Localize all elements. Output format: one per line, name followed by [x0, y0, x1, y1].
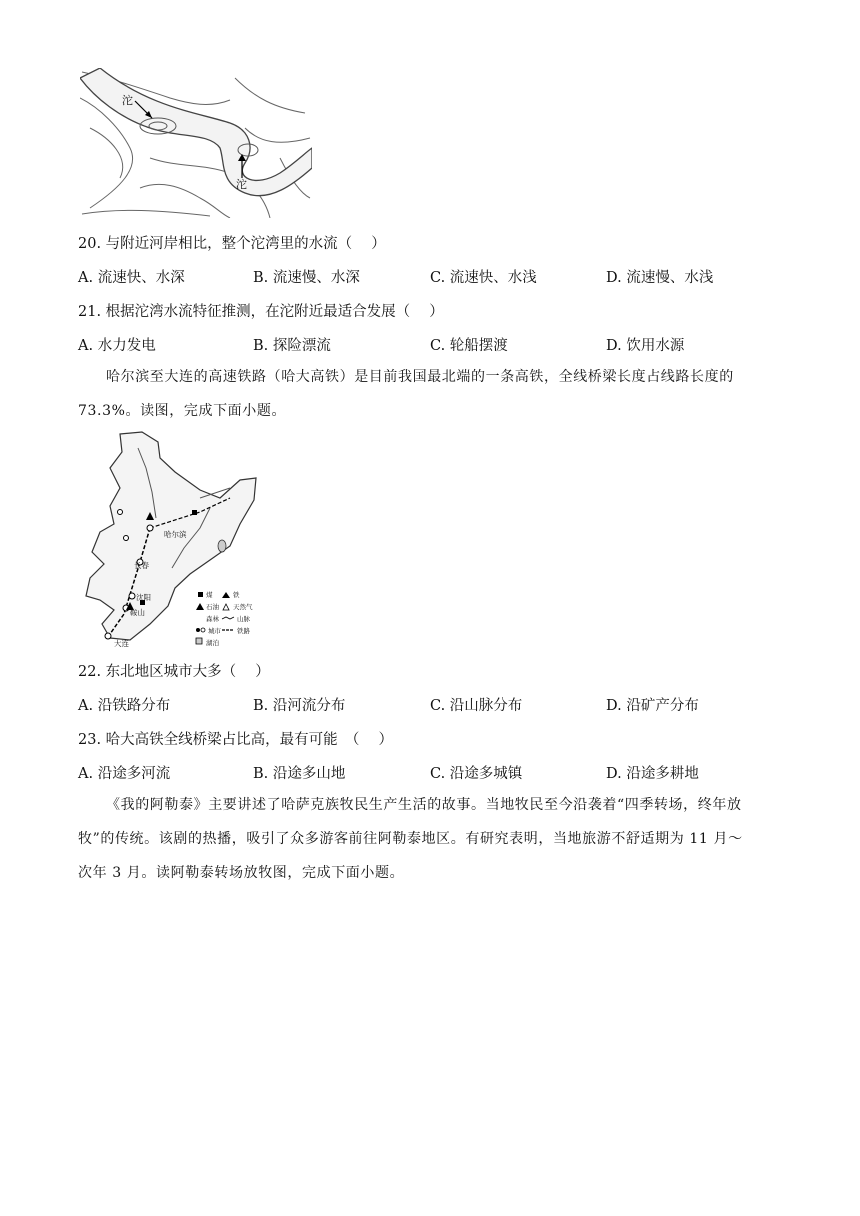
passage-2-line-3: 次年 3 月。读阿勒泰转场放牧图，完成下面小题。 — [78, 865, 405, 881]
legend-iron: 铁 — [233, 591, 240, 599]
city-label-anshan: 鞍山 — [130, 608, 145, 617]
legend-railway: 铁路 — [237, 627, 250, 635]
question-20-option-d[interactable]: D. 流速慢、水浅 — [606, 270, 714, 286]
question-23-option-a[interactable]: A. 沿途多河流 — [78, 766, 171, 782]
city-label-dalian: 大连 — [114, 639, 129, 648]
passage-1-line-1: 哈尔滨至大连的高速铁路（哈大高铁）是目前我国最北端的一条高铁，全线桥梁长度占线路长度的 — [106, 369, 734, 385]
city-label-changchun: 长春 — [134, 561, 149, 570]
legend-gas: 天然气 — [233, 603, 253, 611]
question-22-option-c[interactable]: C. 沿山脉分布 — [430, 698, 523, 714]
passage-1-line-2: 73.3%。读图，完成下面小题。 — [78, 403, 287, 419]
question-23-option-b[interactable]: B. 沿途多山地 — [253, 766, 346, 782]
legend-mountain: 山脉 — [237, 615, 250, 623]
legend-lake: 湖泊 — [206, 639, 219, 647]
legend-coal: 煤 — [206, 591, 213, 599]
city-label-shenyang: 沈阳 — [136, 593, 151, 602]
question-22-option-a[interactable]: A. 沿铁路分布 — [78, 698, 171, 714]
question-20-option-a[interactable]: A. 流速快、水深 — [78, 270, 185, 286]
question-21-option-b[interactable]: B. 探险漂流 — [253, 338, 331, 354]
figure1-label-bottom: 沱 — [236, 178, 247, 191]
passage-1 — [78, 360, 778, 428]
question-23-stem: 23. 哈大高铁全线桥梁占比高，最有可能 （ ） — [78, 732, 394, 748]
question-22-stem: 22. 东北地区城市大多（ ） — [78, 664, 270, 680]
city-label-harbin: 哈尔滨 — [164, 530, 187, 539]
figure1-label-top: 沱 — [122, 94, 133, 107]
question-21-stem: 21. 根据沱湾水流特征推测，在沱附近最适合发展（ ） — [78, 304, 444, 320]
question-22-option-d[interactable]: D. 沿矿产分布 — [606, 698, 699, 714]
question-22-option-b[interactable]: B. 沿河流分布 — [253, 698, 346, 714]
question-21-option-d[interactable]: D. 饮用水源 — [606, 338, 685, 354]
question-20-option-c[interactable]: C. 流速快、水浅 — [430, 270, 537, 286]
question-21-option-a[interactable]: A. 水力发电 — [78, 338, 156, 354]
passage-2 — [78, 788, 778, 890]
passage-2-line-2: 牧”的传统。该剧的热播，吸引了众多游客前往阿勒泰地区。有研究表明，当地旅游不舒适期为 11 月～ — [78, 831, 743, 847]
legend-oil: 石油 — [206, 603, 219, 611]
legend-city: 城市 — [208, 627, 221, 635]
question-21-option-c[interactable]: C. 轮船摆渡 — [430, 338, 508, 354]
river-bend-figure — [80, 68, 312, 218]
northeast-map-figure — [80, 428, 262, 650]
question-23-option-d[interactable]: D. 沿途多耕地 — [606, 766, 699, 782]
legend-forest: 森林 — [206, 615, 219, 623]
question-20-option-b[interactable]: B. 流速慢、水深 — [253, 270, 360, 286]
question-20-stem: 20. 与附近河岸相比，整个沱湾里的水流（ ） — [78, 236, 386, 252]
river-bend-sketch — [80, 68, 312, 218]
passage-2-line-1: 《我的阿勒泰》主要讲述了哈萨克族牧民生产生活的故事。当地牧民至今沿袭着“四季转场，终年放 — [106, 797, 742, 813]
question-23-option-c[interactable]: C. 沿途多城镇 — [430, 766, 523, 782]
